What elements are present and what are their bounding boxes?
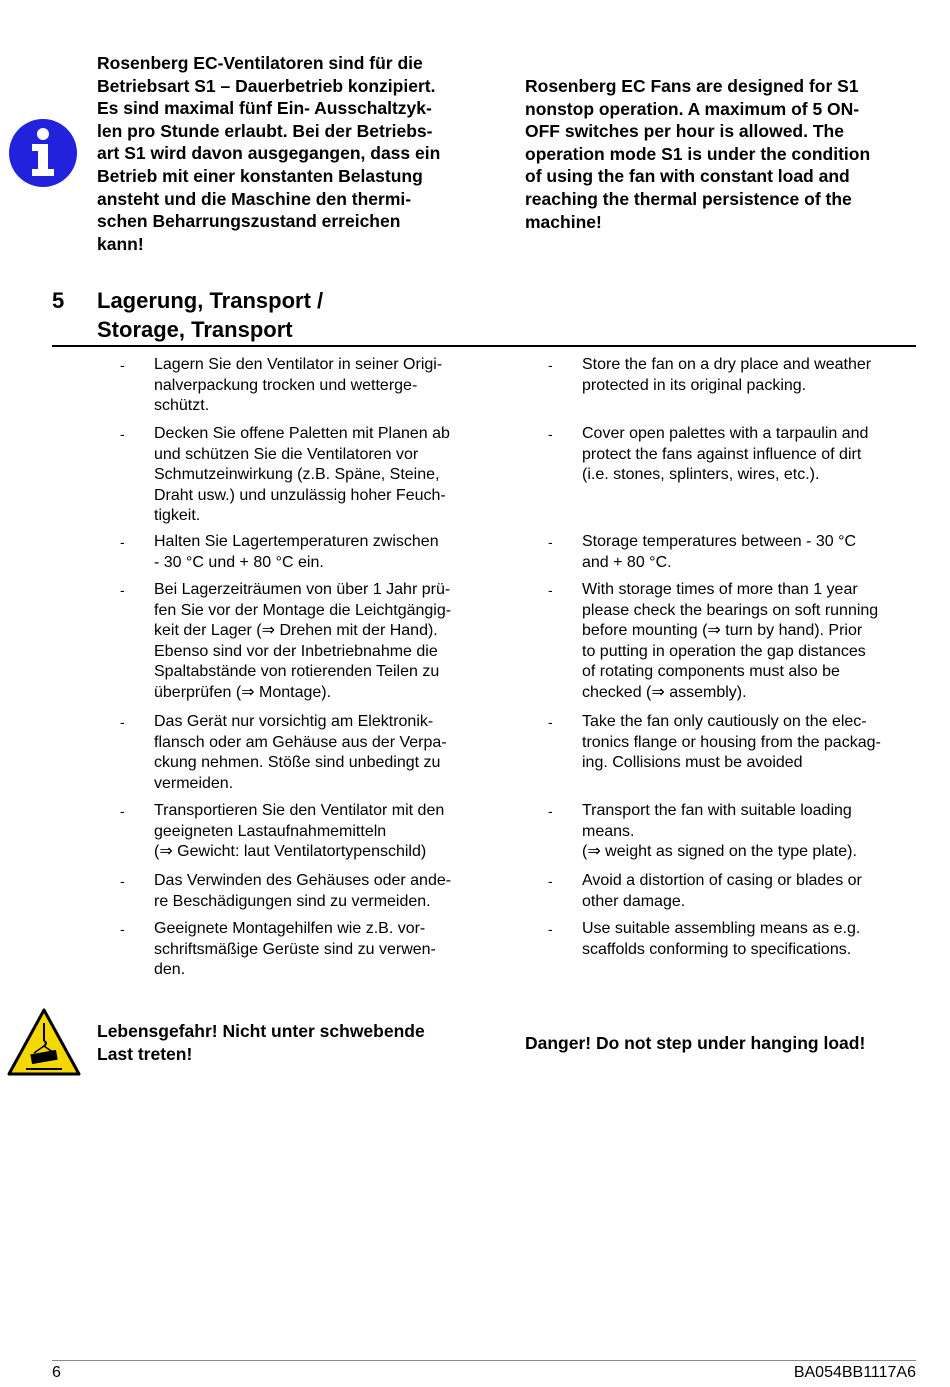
list-item-de: [154, 355, 494, 417]
bullet-dash: -: [548, 357, 553, 373]
item-line: flansch oder am Gehäuse aus der Verpa-: [154, 733, 447, 751]
item-line: checked (⇒ assembly).: [582, 683, 747, 701]
note-line: machine!: [525, 211, 602, 232]
list-item-en: [582, 712, 922, 774]
bullet-dash: -: [548, 873, 553, 889]
item-line: (⇒ Gewicht: laut Ventilatortypenschild): [154, 843, 427, 861]
item-line: Store the fan on a dry place and weather: [582, 356, 872, 373]
note-line: len pro Stunde erlaubt. Bei der Betriebs-: [97, 120, 433, 141]
item-line: protect the fans against influence of dirt: [582, 445, 862, 463]
list-item-en: [582, 532, 922, 573]
item-line: vermeiden.: [154, 774, 234, 792]
bullet-dash: -: [548, 803, 553, 819]
danger-note-en: Danger! Do not step under hanging load!: [525, 1033, 866, 1053]
item-line: keit der Lager (⇒ Drehen mit der Hand).: [154, 622, 438, 640]
note-line: operation mode S1 is under the condition: [525, 143, 871, 164]
section-rule: [52, 345, 916, 347]
list-item-en: [582, 801, 922, 863]
item-line: ing. Collisions must be avoided: [582, 754, 803, 772]
item-line: to putting in operation the gap distances: [582, 642, 866, 660]
item-line: überprüfen (⇒ Montage).: [154, 683, 332, 701]
info-note-en: [525, 75, 940, 233]
list-item-en: [582, 355, 922, 396]
info-note-de: [97, 52, 507, 255]
bullet-dash: -: [548, 582, 553, 598]
item-line: ckung nehmen. Stöße sind unbedingt zu: [154, 754, 441, 772]
item-line: Decken Sie offene Paletten mit Planen ab: [154, 425, 450, 442]
note-line: Rosenberg EC-Ventilatoren sind für die: [97, 53, 423, 73]
item-line: of rotating components must also be: [582, 663, 840, 681]
item-line: Halten Sie Lagertemperaturen zwischen: [154, 533, 439, 550]
item-line: Spaltabstände von rotierenden Teilen zu: [154, 663, 440, 681]
danger-note-de: [97, 1020, 507, 1065]
item-line: Storage temperatures between - 30 °C: [582, 533, 857, 550]
note-line: Last treten!: [97, 1043, 193, 1064]
bullet-dash: -: [548, 534, 553, 550]
item-line: Draht usw.) und unzulässig hoher Feuch-: [154, 486, 446, 504]
bullet-dash: -: [548, 714, 553, 730]
note-line: ansteht und die Maschine den thermi-: [97, 188, 412, 209]
bullet-dash: -: [120, 534, 125, 550]
bullet-dash: -: [120, 714, 125, 730]
list-item-de: [154, 871, 494, 912]
bullet-dash: -: [120, 426, 125, 442]
list-item-de: [154, 919, 494, 981]
item-line: Geeignete Montagehilfen wie z.B. vor-: [154, 920, 426, 937]
bullet-dash: -: [120, 921, 125, 937]
item-line: Cover open palettes with a tarpaulin and: [582, 425, 869, 442]
list-item-de: [154, 532, 494, 573]
section-title-en: Storage, Transport: [97, 316, 293, 342]
section-number: 5: [52, 288, 65, 313]
list-item-en: [582, 424, 922, 486]
item-line: Bei Lagerzeiträumen von über 1 Jahr prü-: [154, 581, 451, 598]
section-title-de: Lagerung, Transport /: [97, 288, 324, 313]
note-line: Es sind maximal fünf Ein- Ausschaltzyk-: [97, 98, 432, 119]
item-line: geeigneten Lastaufnahmemitteln: [154, 822, 387, 840]
list-item-en: [582, 580, 922, 704]
item-line: nalverpackung trocken und wetterge-: [154, 376, 418, 394]
note-line: Rosenberg EC Fans are designed for S1: [525, 76, 859, 96]
item-line: den.: [154, 961, 186, 979]
list-item-de: [154, 424, 494, 527]
hanging-load-warning-icon: [6, 1007, 82, 1077]
note-line: reaching the thermal persistence of the: [525, 188, 852, 209]
bullet-dash: -: [548, 921, 553, 937]
item-line: Das Gerät nur vorsichtig am Elektronik-: [154, 713, 434, 730]
note-line: Lebensgefahr! Nicht unter schwebende: [97, 1021, 425, 1041]
bullet-dash: -: [120, 357, 125, 373]
info-icon: [7, 117, 79, 189]
item-line: Avoid a distortion of casing or blades or: [582, 872, 862, 889]
item-line: other damage.: [582, 892, 686, 910]
item-line: Ebenso sind vor der Inbetriebnahme die: [154, 642, 438, 660]
item-line: tronics flange or housing from the packag-: [582, 733, 881, 751]
item-line: Lagern Sie den Ventilator in seiner Origi-: [154, 356, 443, 373]
list-item-en: [582, 919, 922, 960]
note-line: Betriebsart S1 – Dauerbetrieb konzipiert.: [97, 75, 436, 96]
item-line: please check the bearings on soft running: [582, 601, 879, 619]
item-line: Transport the fan with suitable loading: [582, 802, 852, 819]
item-line: means.: [582, 822, 635, 840]
item-line: and + 80 °C.: [582, 553, 672, 571]
bullet-dash: -: [548, 426, 553, 442]
list-item-de: [154, 712, 494, 794]
item-line: tigkeit.: [154, 507, 201, 525]
item-line: Schmutzeinwirkung (z.B. Späne, Steine,: [154, 466, 440, 484]
item-line: - 30 °C und + 80 °C ein.: [154, 553, 324, 571]
list-item-de: [154, 801, 494, 863]
item-line: scaffolds conforming to specifications.: [582, 940, 852, 958]
note-line: kann!: [97, 233, 144, 254]
item-line: re Beschädigungen sind zu vermeiden.: [154, 892, 431, 910]
item-line: fen Sie vor der Montage die Leichtgängig-: [154, 601, 452, 619]
item-line: schützt.: [154, 397, 210, 415]
bullet-dash: -: [120, 582, 125, 598]
note-line: of using the fan with constant load and: [525, 166, 850, 187]
note-line: Betrieb mit einer konstanten Belastung: [97, 165, 423, 186]
list-item-en: [582, 871, 922, 912]
item-line: Das Verwinden des Gehäuses oder ande-: [154, 872, 452, 889]
item-line: With storage times of more than 1 year: [582, 581, 858, 598]
note-line: art S1 wird davon ausgegangen, dass ein: [97, 143, 441, 164]
note-line: nonstop operation. A maximum of 5 ON-: [525, 98, 860, 119]
bullet-dash: -: [120, 873, 125, 889]
item-line: (⇒ weight as signed on the type plate).: [582, 843, 857, 861]
item-line: (i.e. stones, splinters, wires, etc.).: [582, 466, 820, 484]
item-line: protected in its original packing.: [582, 376, 807, 394]
item-line: Use suitable assembling means as e.g.: [582, 920, 861, 937]
item-line: Transportieren Sie den Ventilator mit den: [154, 802, 445, 819]
item-line: before mounting (⇒ turn by hand). Prior: [582, 622, 863, 640]
doc-code: BA054BB1117A6: [793, 1364, 916, 1381]
bullet-dash: -: [120, 803, 125, 819]
note-line: schen Beharrungszustand erreichen: [97, 211, 401, 232]
item-line: und schützen Sie die Ventilatoren vor: [154, 445, 419, 463]
page-number: 6: [52, 1364, 61, 1381]
item-line: Take the fan only cautiously on the elec-: [582, 713, 867, 730]
section-title: [97, 287, 323, 344]
list-item-de: [154, 580, 494, 704]
item-line: schriftsmäßige Gerüste sind zu verwen-: [154, 940, 436, 958]
note-line: OFF switches per hour is allowed. The: [525, 121, 844, 142]
footer-rule: [52, 1360, 916, 1361]
